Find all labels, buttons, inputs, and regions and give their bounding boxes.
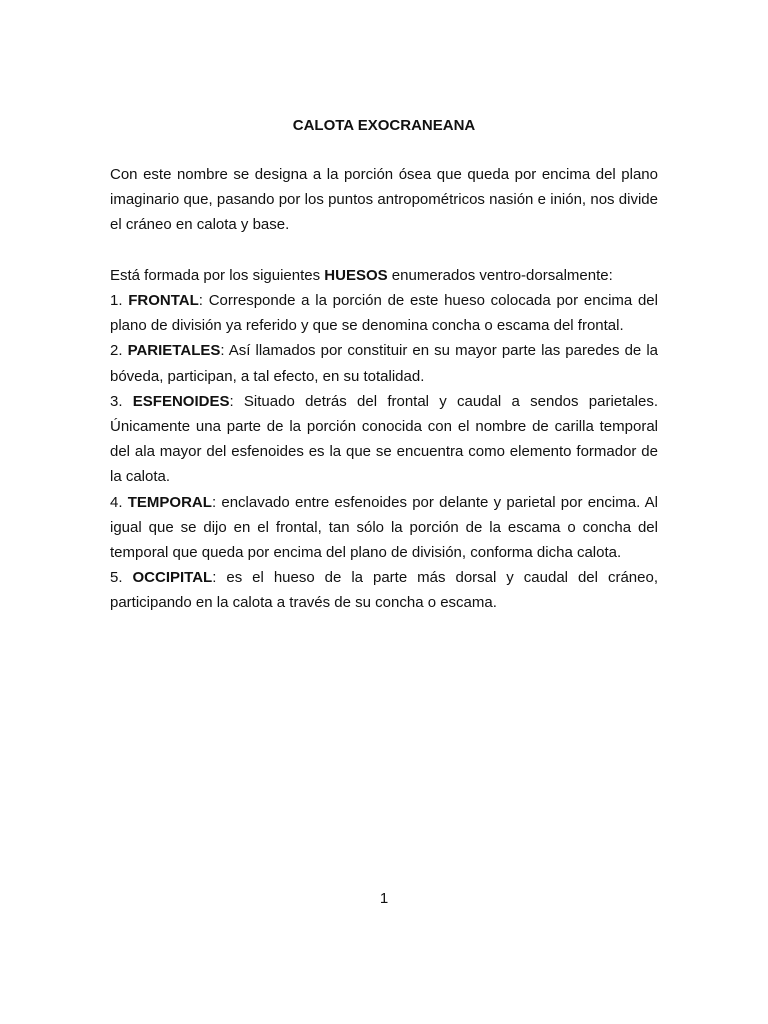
bone-number: 5. <box>110 569 133 587</box>
list-intro-paragraph <box>110 263 658 288</box>
bone-description: : Corresponde a la porción de este hueso colocada por encima del plano de división ya referido y que se denomina concha o escama del frontal. <box>110 292 658 335</box>
list-intro-before: Está formada por los siguientes <box>110 266 325 284</box>
bone-name: ESFENOIDES <box>132 392 230 410</box>
bone-description: : enclavado entre esfenoides por delante y parietal por encima. Al igual que se dijo en el frontal, tan sólo la porción de la escama o concha del temporal que queda por encima del plano de división, conforma dicha calota. <box>110 493 658 562</box>
document-title: CALOTA EXOCRANEANA <box>292 117 476 134</box>
paragraph-spacer <box>110 238 658 263</box>
bone-item-parietales <box>110 338 658 388</box>
bone-name: OCCIPITAL <box>132 569 213 587</box>
bone-name: FRONTAL <box>128 292 199 309</box>
bone-number: 1. <box>110 292 129 309</box>
list-intro-bold: HUESOS <box>324 266 388 284</box>
page-number: 1 <box>379 890 389 907</box>
bone-description: : Situado detrás del frontal y caudal a sendos parietales. Únicamente una parte de la porción conocida con el nombre de carilla temporal del ala mayor del esfenoides es la que se encuentra como elemento formador de la calota. <box>110 392 658 486</box>
bone-item-esfenoides <box>110 389 658 490</box>
bone-item-temporal <box>110 490 658 566</box>
bone-name: PARIETALES <box>127 342 221 360</box>
bone-name: TEMPORAL <box>127 493 212 511</box>
bone-description: : Así llamados por constituir en su mayor parte las paredes de la bóveda, participan, a tal efecto, en su totalidad. <box>110 342 658 385</box>
bone-item-frontal <box>110 288 658 338</box>
bone-item-occipital <box>110 565 658 615</box>
bone-number: 4. <box>110 493 128 511</box>
bone-description: : es el hueso de la parte más dorsal y caudal del cráneo, participando en la calota a través de su concha o escama. <box>110 569 658 612</box>
intro-paragraph: Con este nombre se designa a la porción ósea que queda por encima del plano imaginario que, pasando por los puntos antropométricos nasión e inión, nos divide el cráneo en calota y base. <box>110 166 658 234</box>
bone-number: 2. <box>110 342 128 360</box>
list-intro-after: enumerados ventro-dorsalmente: <box>387 266 613 284</box>
bone-number: 3. <box>110 392 133 410</box>
document-body <box>110 162 658 616</box>
